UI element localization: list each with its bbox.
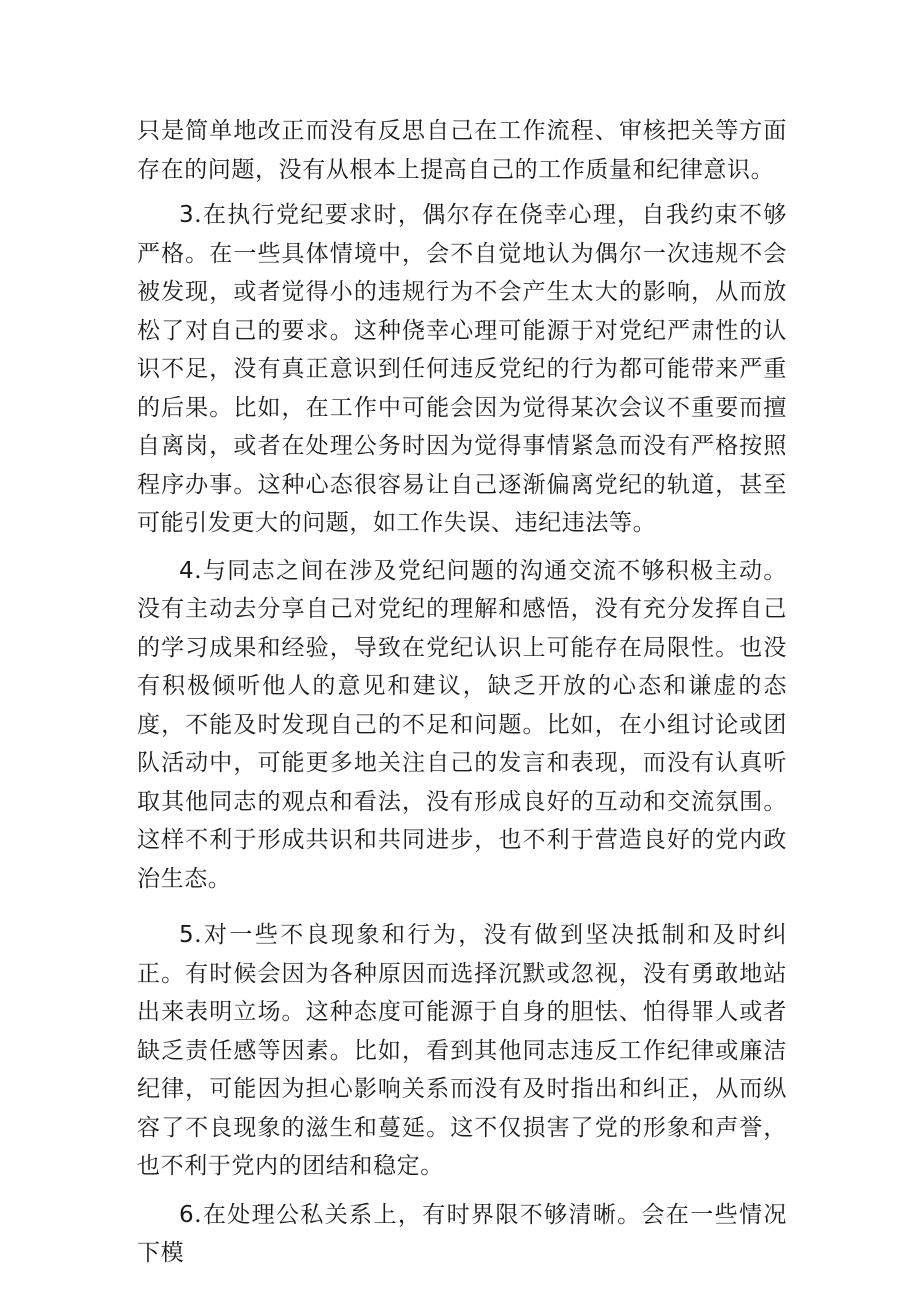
paragraph-item-6 (137, 1196, 787, 1273)
document-body (137, 112, 787, 1273)
paragraph-number: 4 (179, 557, 195, 584)
paragraph-text: .与同志之间在涉及党纪问题的沟通交流不够积极主动。没有主动去分享自己对党纪的理解和感悟，没有充分发挥自己的学习成果和经验，导致在党纪认识上可能存在局限性。也没有积极倾听他人的意见和建议，缺乏开放的心态和谦虚的态度，不能及时发现自己的不足和问题。比如，在小组讨论或团队活动中，可能更多地关注自己的发言和表现，而没有认真听取其他同志的观点和看法，没有形成良好的互动和交流氛围。这样不利于形成共识和共同进步，也不利于营造良好的党内政治生态。 (137, 557, 787, 892)
paragraph-item-3 (137, 196, 787, 543)
paragraph-continuation (137, 112, 787, 189)
paragraph-text: .在执行党纪要求时，偶尔存在侥幸心理，自我约束不够严格。在一些具体情境中，会不自觉地认为偶尔一次违规不会被发现，或者觉得小的违规行为不会产生太大的影响，从而放松了对自己的要求。这种侥幸心理可能源于对党纪严肃性的认识不足，没有真正意识到任何违反党纪的行为都可能带来严重的后果。比如，在工作中可能会因为觉得某次会议不重要而擅自离岗，或者在处理公务时因为觉得事情紧急而没有严格按照程序办事。这种心态很容易让自己逐渐偏离党纪的轨道，甚至可能引发更大的问题，如工作失误、违纪违法等。 (137, 202, 787, 536)
paragraph-item-4 (137, 552, 787, 899)
paragraph-text: .对一些不良现象和行为，没有做到坚决抵制和及时纠正。有时候会因为各种原因而选择沉默或忽视，没有勇敢地站出来表明立场。这种态度可能源于自身的胆怯、怕得罪人或者缺乏责任感等因素。比如，看到其他同志违反工作纪律或廉洁纪律，可能因为担心影响关系而没有及时指出和纠正，从而纵容了不良现象的滋生和蔓延。这不仅损害了党的形象和声誉，也不利于党内的团结和稳定。 (137, 922, 787, 1179)
paragraph-text: 只是简单地改正而没有反思自己在工作流程、审核把关等方面存在的问题，没有从根本上提高自己的工作质量和纪律意识。 (137, 118, 787, 183)
paragraph-number: 5 (179, 922, 195, 948)
paragraph-item-5 (137, 916, 787, 1186)
paragraph-text: .在处理公私关系上，有时界限不够清晰。会在一些情况下模 (137, 1201, 787, 1266)
paragraph-number: 6 (179, 1201, 195, 1228)
paragraph-number: 3 (179, 202, 195, 228)
